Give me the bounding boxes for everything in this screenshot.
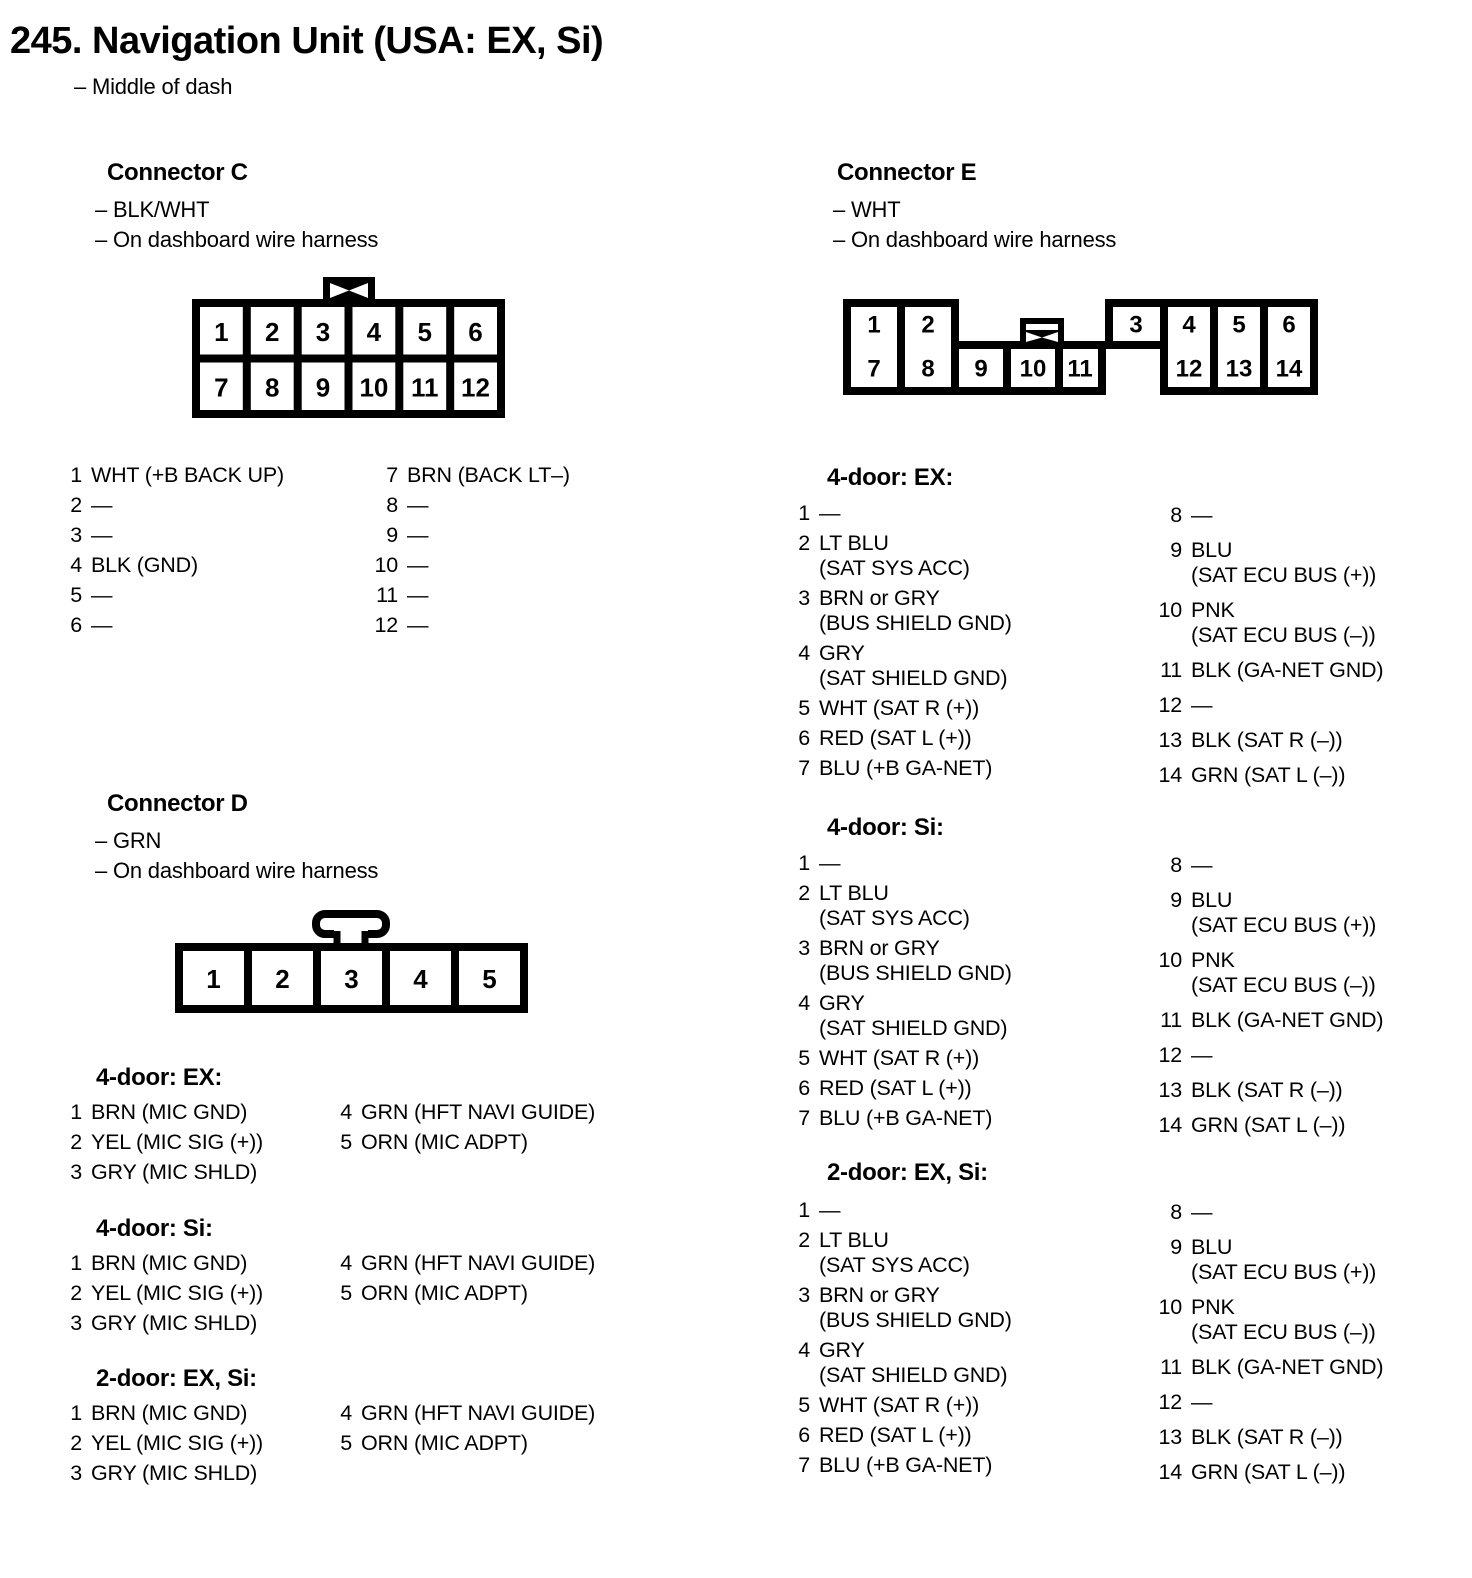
pin-label: RED (SAT L (+)) [819,726,972,750]
pin-row [52,613,352,638]
svg-text:1: 1 [214,317,229,347]
pin-number: 6 [798,1076,810,1100]
pin-number: 5 [798,1046,810,1070]
svg-text:1: 1 [206,964,221,994]
pin-label: WHT (SAT R (+)) [819,1046,980,1070]
svg-text:9: 9 [315,372,331,403]
pin-label-line2: (SAT ECU BUS (+)) [1191,563,1377,587]
pin-label: BLU (SAT ECU BUS (+)) [1191,538,1377,587]
pin-row [1150,728,1430,753]
svg-text:4: 4 [366,317,382,347]
pin-label: GRN (SAT L (–)) [1191,763,1346,787]
connector-e-note-color: – WHT [833,197,901,222]
pin-label: BRN or GRY (BUS SHIELD GND) [819,936,1012,985]
pin-label: — [1191,1390,1213,1414]
pin-label: BLU (+B GA-NET) [819,1453,993,1477]
pin-row [52,1401,332,1426]
pin-row [328,1281,628,1306]
pin-number: 10 [1158,948,1182,972]
pin-number: 1 [70,1251,82,1275]
pin-label: BRN (MIC GND) [91,1251,248,1275]
pin-number: 5 [340,1431,352,1455]
connector-d-section-2-list-left [52,1251,332,1341]
pin-row [1150,1295,1430,1345]
svg-text:7: 7 [867,355,881,383]
pin-row [52,1281,332,1306]
pin-label: RED (SAT L (+)) [819,1076,972,1100]
pin-row [52,1251,332,1276]
pin-label: — [407,583,429,607]
pin-row [1150,1043,1430,1068]
pin-row [1150,1113,1430,1138]
connector-d-section-2-heading: 4-door: Si: [96,1215,213,1242]
pin-row [780,696,1080,721]
connector-d-note-location: – On dashboard wire harness [95,858,379,883]
pin-row [366,463,626,488]
pin-label-line2: (SAT ECU BUS (–)) [1191,973,1376,997]
pin-label: BLK (GA-NET GND) [1191,1008,1384,1032]
svg-text:13: 13 [1225,355,1253,383]
pin-row [366,613,626,638]
pin-number: 13 [1158,1078,1182,1102]
pin-row [780,1393,1080,1418]
pin-label: BLK (SAT R (–)) [1191,1078,1343,1102]
pin-number: 9 [1170,888,1182,912]
svg-text:3: 3 [344,964,359,994]
svg-text:12: 12 [461,372,490,403]
connector-d-section-3-heading: 2-door: EX, Si: [96,1365,257,1392]
pin-number: 7 [798,1453,810,1477]
pin-row [366,553,626,578]
pin-label: BLU (SAT ECU BUS (+)) [1191,888,1377,937]
pin-row [328,1431,628,1456]
svg-text:6: 6 [468,317,483,347]
pin-label: PNK (SAT ECU BUS (–)) [1191,598,1376,647]
pin-number: 5 [340,1130,352,1154]
connector-d-heading: Connector D [107,790,248,817]
pin-label-line2: (BUS SHIELD GND) [819,611,1012,635]
pin-label: GRN (HFT NAVI GUIDE) [361,1401,596,1425]
pin-number: 9 [386,523,398,547]
pin-number: 3 [798,936,810,960]
connector-c-note-color: – BLK/WHT [95,197,210,222]
pin-label: — [407,553,429,577]
pin-label: GRY (SAT SHIELD GND) [819,991,1008,1040]
pin-label: GRN (HFT NAVI GUIDE) [361,1251,596,1275]
pin-row [780,641,1080,691]
pin-number: 10 [374,553,398,577]
pin-row [366,523,626,548]
svg-text:3: 3 [315,317,331,347]
pin-number: 3 [798,586,810,610]
pin-label: GRY (MIC SHLD) [91,1160,258,1184]
pin-row [780,726,1080,751]
svg-text:5: 5 [482,964,497,994]
pin-number: 12 [374,613,398,637]
pin-row [1150,1235,1430,1285]
pin-number: 7 [798,1106,810,1130]
pin-number: 8 [1170,1200,1182,1224]
connector-c-drawing [190,272,510,418]
pin-row [1150,538,1430,588]
connector-e-drawing [843,299,1318,395]
pin-row [780,851,1080,876]
svg-text:2: 2 [264,317,280,347]
pin-number: 4 [798,1338,810,1362]
pin-number: 12 [1158,693,1182,717]
pin-row [1150,1425,1430,1450]
pin-number: 14 [1158,763,1182,787]
page-title: 245. Navigation Unit (USA: EX, Si) [10,20,604,62]
pin-row [52,493,352,518]
pin-label: — [1191,853,1213,877]
connector-e-heading: Connector E [837,159,977,186]
pin-label: — [1191,693,1213,717]
pin-label: — [819,851,841,875]
connector-d-section-3-list-left [52,1401,332,1491]
pin-row [328,1100,628,1125]
pin-label: WHT (+B BACK UP) [91,463,284,487]
pin-row [780,1106,1080,1131]
svg-text:14: 14 [1275,355,1303,383]
pin-label: LT BLU (SAT SYS ACC) [819,881,970,930]
svg-text:6: 6 [1282,311,1296,339]
pin-label-line2: (SAT ECU BUS (+)) [1191,1260,1377,1284]
svg-text:11: 11 [1067,355,1093,383]
connector-d-note-color: – GRN [95,828,162,853]
svg-text:12: 12 [1175,355,1203,383]
pin-row [52,553,352,578]
pin-number: 3 [70,1311,82,1335]
connector-e-note-location: – On dashboard wire harness [833,227,1117,252]
pin-row [366,583,626,608]
pin-number: 4 [798,641,810,665]
pin-number: 2 [70,1130,82,1154]
pin-row [52,1160,332,1185]
pin-label: YEL (MIC SIG (+)) [91,1130,264,1154]
pin-label: GRN (SAT L (–)) [1191,1460,1346,1484]
pin-label-line2: (SAT SHIELD GND) [819,1016,1008,1040]
pin-label: PNK (SAT ECU BUS (–)) [1191,1295,1376,1344]
pin-row [366,493,626,518]
pin-label: GRY (MIC SHLD) [91,1311,258,1335]
pin-label: — [1191,503,1213,527]
pin-label: WHT (SAT R (+)) [819,696,980,720]
pin-number: 8 [1170,853,1182,877]
pin-row [52,1461,332,1486]
pin-label: BLK (GND) [91,553,198,577]
connector-e-key-tab-icon [1020,318,1064,345]
pin-row [780,936,1080,986]
pin-number: 5 [798,1393,810,1417]
pin-label: GRY (SAT SHIELD GND) [819,641,1008,690]
pin-row [52,1311,332,1336]
pin-label: GRN (HFT NAVI GUIDE) [361,1100,596,1124]
pin-label: — [819,1198,841,1222]
pin-label-line2: (SAT SHIELD GND) [819,1363,1008,1387]
pin-label: — [1191,1043,1213,1067]
pin-label: ORN (MIC ADPT) [361,1431,528,1455]
pin-label: BRN (BACK LT–) [407,463,570,487]
pin-row [1150,1200,1430,1225]
pin-row [780,1283,1080,1333]
pin-number: 3 [70,523,82,547]
pin-row [52,583,352,608]
svg-text:9: 9 [974,355,988,383]
pin-row [1150,1008,1430,1033]
pin-row [52,1100,332,1125]
pin-row [52,523,352,548]
pin-number: 1 [798,501,810,525]
pin-number: 2 [798,881,810,905]
connector-e-section-3-heading: 2-door: EX, Si: [827,1159,988,1186]
pin-row [1150,1078,1430,1103]
pin-label-line2: (SAT SHIELD GND) [819,666,1008,690]
pin-number: 4 [340,1251,352,1275]
pin-number: 8 [386,493,398,517]
pin-number: 10 [1158,1295,1182,1319]
pin-row [780,1228,1080,1278]
pin-row [780,1338,1080,1388]
pin-number: 2 [70,1431,82,1455]
pin-label: YEL (MIC SIG (+)) [91,1431,264,1455]
pin-row [780,1076,1080,1101]
svg-text:10: 10 [359,372,389,403]
pin-label: — [91,493,113,517]
pin-label: — [407,523,429,547]
pin-number: 4 [798,991,810,1015]
svg-text:8: 8 [921,355,935,383]
pin-row [1150,693,1430,718]
pin-label: BLK (GA-NET GND) [1191,1355,1384,1379]
svg-text:5: 5 [1232,311,1246,339]
pin-row [1150,598,1430,648]
connector-d-section-1-list-left [52,1100,332,1190]
pin-label: GRN (SAT L (–)) [1191,1113,1346,1137]
pin-row [780,586,1080,636]
pin-number: 11 [1160,658,1182,682]
pin-row [780,1423,1080,1448]
pin-row [780,1453,1080,1478]
pin-label: ORN (MIC ADPT) [361,1281,528,1305]
connector-c-pin-list-right [366,463,626,643]
pin-row [780,531,1080,581]
connector-e-section-1-list-right [1150,503,1430,798]
pin-row [328,1130,628,1155]
pin-number: 3 [70,1461,82,1485]
pin-row [780,501,1080,526]
pin-label: BLK (SAT R (–)) [1191,728,1343,752]
pin-row [780,881,1080,931]
pin-row [1150,1460,1430,1485]
pin-number: 3 [798,1283,810,1307]
page-subtitle: – Middle of dash [74,74,233,99]
connector-d-drawing [172,905,530,1015]
pin-label: — [91,613,113,637]
pin-label: PNK (SAT ECU BUS (–)) [1191,948,1376,997]
svg-text:2: 2 [275,964,290,994]
pin-number: 2 [70,1281,82,1305]
pin-label: GRY (SAT SHIELD GND) [819,1338,1008,1387]
connector-e-section-3-list-left [780,1198,1080,1483]
pin-label: BRN (MIC GND) [91,1401,248,1425]
connector-c-note-location: – On dashboard wire harness [95,227,379,252]
pin-number: 14 [1158,1113,1182,1137]
connector-e-section-3-list-right [1150,1200,1430,1495]
pin-row [52,1130,332,1155]
pin-label-line2: (SAT SYS ACC) [819,906,970,930]
pin-label: YEL (MIC SIG (+)) [91,1281,264,1305]
connector-d-section-2-list-right [328,1251,628,1311]
pin-row [780,756,1080,781]
connector-d-section-3-list-right [328,1401,628,1461]
pin-label: ORN (MIC ADPT) [361,1130,528,1154]
pin-number: 2 [798,531,810,555]
pin-label: BRN or GRY (BUS SHIELD GND) [819,1283,1012,1332]
pin-row [1150,853,1430,878]
connector-e-section-2-list-left [780,851,1080,1136]
pin-row [328,1251,628,1276]
pin-number: 12 [1158,1390,1182,1414]
pin-number: 6 [798,1423,810,1447]
connector-d-section-1-heading: 4-door: EX: [96,1064,223,1091]
pin-label-line2: (SAT ECU BUS (–)) [1191,623,1376,647]
svg-text:10: 10 [1019,355,1047,383]
pin-label: BLK (GA-NET GND) [1191,658,1384,682]
pin-number: 11 [1160,1008,1182,1032]
pin-number: 7 [798,756,810,780]
pin-number: 4 [340,1100,352,1124]
pin-label-line2: (BUS SHIELD GND) [819,961,1012,985]
pin-label: WHT (SAT R (+)) [819,1393,980,1417]
pin-label-line2: (SAT ECU BUS (–)) [1191,1320,1376,1344]
pin-label: — [91,523,113,547]
pin-number: 1 [798,1198,810,1222]
pin-number: 1 [70,463,82,487]
pin-label: — [1191,1200,1213,1224]
pin-number: 11 [1160,1355,1182,1379]
pin-row [1150,948,1430,998]
pin-number: 2 [70,493,82,517]
pin-label: BRN (MIC GND) [91,1100,248,1124]
pin-row [328,1401,628,1426]
pin-label: BLK (SAT R (–)) [1191,1425,1343,1449]
connector-e-section-1-list-left [780,501,1080,786]
pin-row [1150,1355,1430,1380]
svg-text:4: 4 [413,964,428,994]
pin-row [780,1046,1080,1071]
pin-row [1150,763,1430,788]
pin-number: 7 [386,463,398,487]
pin-number: 4 [340,1401,352,1425]
pin-number: 6 [70,613,82,637]
pin-row [780,991,1080,1041]
pin-row [1150,503,1430,528]
pin-number: 2 [798,1228,810,1252]
pin-label-line2: (SAT ECU BUS (+)) [1191,913,1377,937]
pin-number: 9 [1170,538,1182,562]
pin-label: LT BLU (SAT SYS ACC) [819,531,970,580]
connector-d-section-1-list-right [328,1100,628,1160]
svg-text:4: 4 [1182,311,1196,339]
pin-row [1150,1390,1430,1415]
connector-e-section-2-heading: 4-door: Si: [827,814,944,841]
pin-number: 4 [70,553,82,577]
connector-e-section-2-list-right [1150,853,1430,1148]
pin-label: RED (SAT L (+)) [819,1423,972,1447]
svg-text:7: 7 [214,372,229,403]
pin-label: — [91,583,113,607]
pin-number: 5 [798,696,810,720]
connector-e-section-1-heading: 4-door: EX: [827,464,954,491]
pin-label-line2: (BUS SHIELD GND) [819,1308,1012,1332]
connector-c-heading: Connector C [107,159,248,186]
svg-text:2: 2 [921,311,935,339]
pin-label-line2: (SAT SYS ACC) [819,1253,970,1277]
pin-number: 1 [798,851,810,875]
pin-number: 6 [798,726,810,750]
pin-row [780,1198,1080,1223]
pin-number: 8 [1170,503,1182,527]
pin-row [52,463,352,488]
svg-text:11: 11 [410,372,439,403]
pin-number: 3 [70,1160,82,1184]
pin-label: BLU (+B GA-NET) [819,1106,993,1130]
pin-label: BRN or GRY (BUS SHIELD GND) [819,586,1012,635]
connector-c-pin-list-left [52,463,352,643]
pin-number: 13 [1158,728,1182,752]
svg-text:8: 8 [264,372,280,403]
pin-number: 11 [376,583,398,607]
svg-text:3: 3 [1129,311,1143,339]
pin-number: 13 [1158,1425,1182,1449]
pin-label: LT BLU (SAT SYS ACC) [819,1228,970,1277]
pin-number: 9 [1170,1235,1182,1259]
svg-text:1: 1 [867,311,881,339]
pin-label: — [819,501,841,525]
pin-label: — [407,493,429,517]
pin-number: 12 [1158,1043,1182,1067]
pin-row [1150,658,1430,683]
pin-number: 14 [1158,1460,1182,1484]
pin-label-line2: (SAT SYS ACC) [819,556,970,580]
pin-row [1150,888,1430,938]
pin-label: BLU (+B GA-NET) [819,756,993,780]
pin-label: GRY (MIC SHLD) [91,1461,258,1485]
pin-number: 1 [70,1100,82,1124]
pin-label: BLU (SAT ECU BUS (+)) [1191,1235,1377,1284]
pin-number: 5 [70,583,82,607]
pin-number: 5 [340,1281,352,1305]
pin-row [52,1431,332,1456]
svg-text:5: 5 [417,317,432,347]
pin-number: 1 [70,1401,82,1425]
pin-label: — [407,613,429,637]
pin-number: 10 [1158,598,1182,622]
